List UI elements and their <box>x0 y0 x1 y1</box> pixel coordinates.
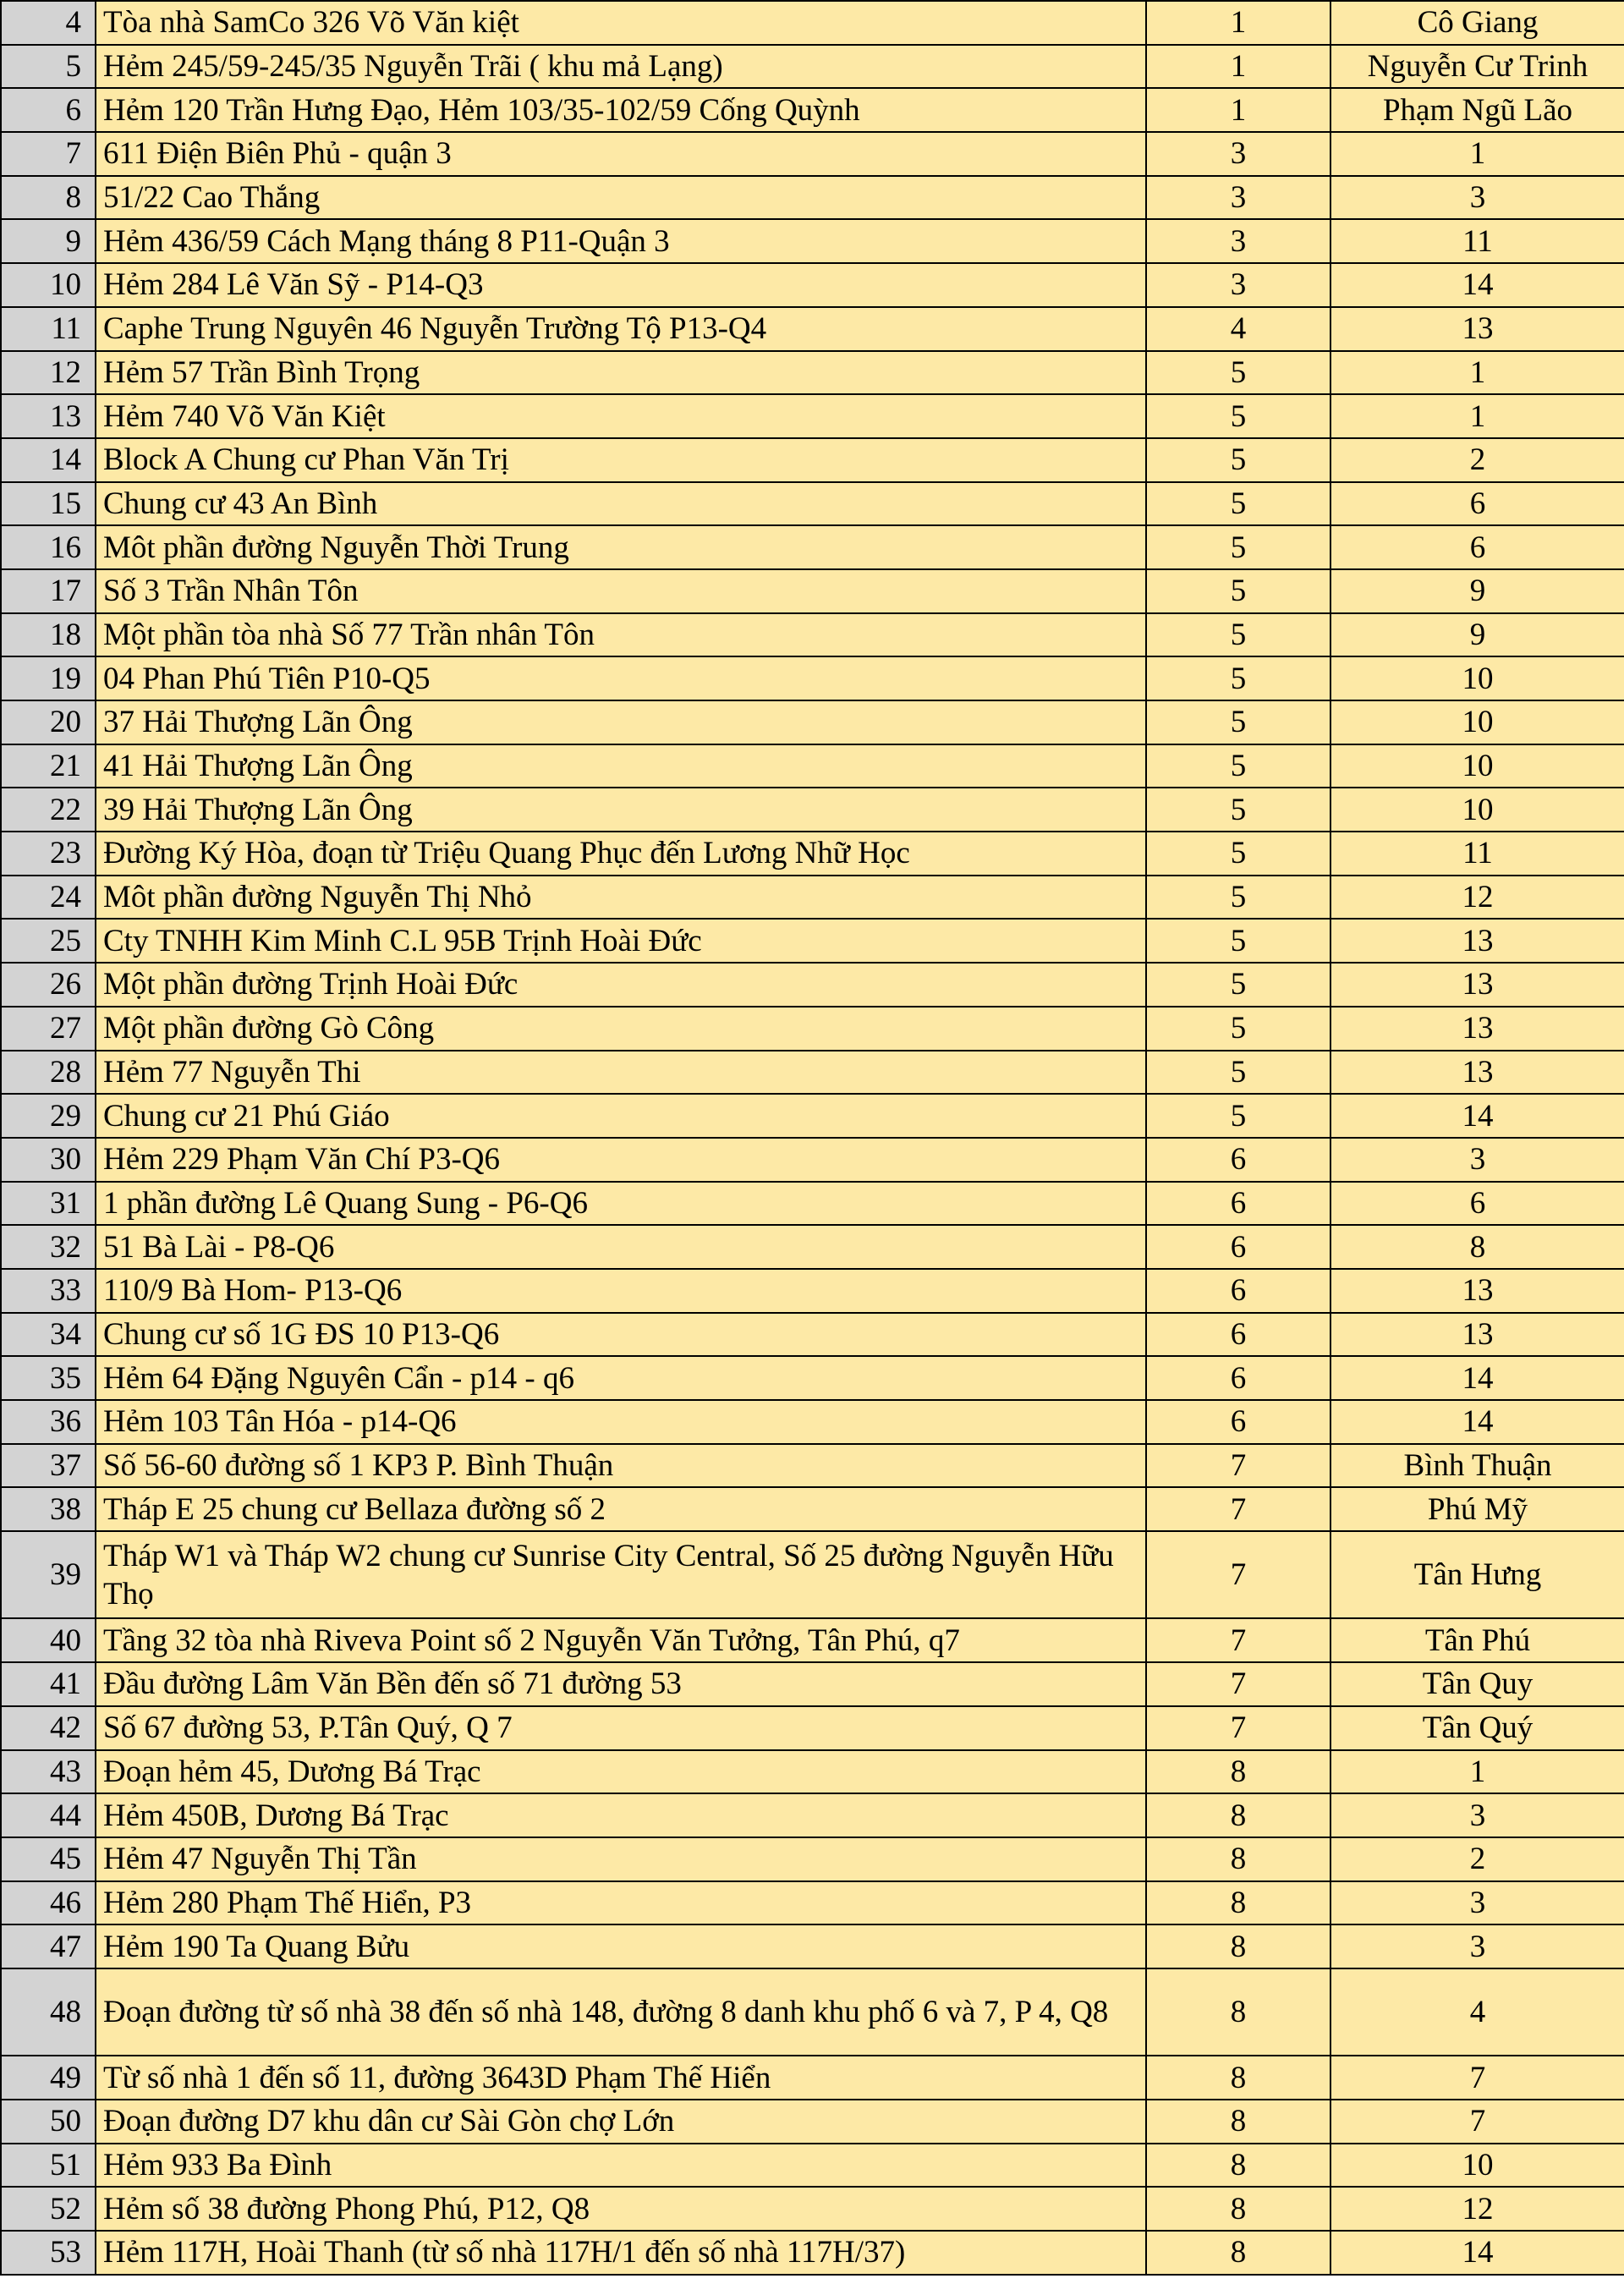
table-row <box>1 1793 1624 1837</box>
table-row <box>1 1356 1624 1400</box>
location-cell: 04 Phan Phú Tiên P10-Q5 <box>96 656 1146 700</box>
district-cell: 1 <box>1146 1 1330 45</box>
table-row <box>1 876 1624 920</box>
ward-cell: 9 <box>1330 613 1624 657</box>
ward-cell: 14 <box>1330 2231 1624 2275</box>
ward-cell: 14 <box>1330 1400 1624 1444</box>
row-number-cell: 19 <box>1 656 96 700</box>
district-cell: 5 <box>1146 919 1330 963</box>
ward-cell: 1 <box>1330 351 1624 395</box>
row-number-cell: 29 <box>1 1094 96 1138</box>
district-cell: 8 <box>1146 1793 1330 1837</box>
ward-cell: 13 <box>1330 919 1624 963</box>
location-cell: Cty TNHH Kim Minh C.L 95B Trịnh Hoài Đức <box>96 919 1146 963</box>
location-cell: Một phần đường Trịnh Hoài Đức <box>96 963 1146 1007</box>
table-row <box>1 438 1624 482</box>
district-cell: 5 <box>1146 569 1330 613</box>
row-number-cell: 32 <box>1 1225 96 1269</box>
row-number-cell: 27 <box>1 1007 96 1051</box>
district-cell: 5 <box>1146 656 1330 700</box>
ward-cell: 12 <box>1330 2187 1624 2231</box>
district-cell: 3 <box>1146 219 1330 263</box>
ward-cell: 10 <box>1330 656 1624 700</box>
district-cell: 1 <box>1146 88 1330 132</box>
table-row <box>1 2187 1624 2231</box>
district-cell: 4 <box>1146 307 1330 351</box>
row-number-cell: 5 <box>1 45 96 89</box>
ward-cell: 10 <box>1330 2144 1624 2188</box>
ward-cell: 10 <box>1330 744 1624 788</box>
location-cell: Đoạn đường từ số nhà 38 đến số nhà 148, đường 8 danh khu phố 6 và 7, P 4, Q8 <box>96 1968 1146 2056</box>
row-number-cell: 44 <box>1 1793 96 1837</box>
ward-cell: 3 <box>1330 1924 1624 1968</box>
ward-cell: 3 <box>1330 1138 1624 1182</box>
table-row <box>1 1531 1624 1618</box>
ward-cell: 4 <box>1330 1968 1624 2056</box>
ward-cell: 10 <box>1330 788 1624 832</box>
row-number-cell: 49 <box>1 2056 96 2100</box>
row-number-cell: 9 <box>1 219 96 263</box>
ward-cell: 2 <box>1330 438 1624 482</box>
row-number-cell: 18 <box>1 613 96 657</box>
table-row <box>1 525 1624 569</box>
ward-cell: 1 <box>1330 132 1624 176</box>
row-number-cell: 13 <box>1 394 96 438</box>
row-number-cell: 14 <box>1 438 96 482</box>
row-number-cell: 26 <box>1 963 96 1007</box>
ward-cell: 11 <box>1330 219 1624 263</box>
district-cell: 5 <box>1146 1094 1330 1138</box>
ward-cell: Tân Quy <box>1330 1662 1624 1706</box>
location-cell: Hẻm 117H, Hoài Thanh (từ số nhà 117H/1 đến số nhà 117H/37) <box>96 2231 1146 2275</box>
row-number-cell: 15 <box>1 482 96 526</box>
table-row <box>1 2056 1624 2100</box>
district-cell: 6 <box>1146 1138 1330 1182</box>
district-cell: 6 <box>1146 1269 1330 1313</box>
location-cell: Đường Ký Hòa, đoạn từ Triệu Quang Phục đến Lương Nhữ Học <box>96 832 1146 876</box>
table-row <box>1 700 1624 744</box>
ward-cell: 2 <box>1330 1837 1624 1881</box>
table-row <box>1 1138 1624 1182</box>
district-cell: 8 <box>1146 2056 1330 2100</box>
location-cell: Tháp E 25 chung cư Bellaza đường số 2 <box>96 1487 1146 1531</box>
row-number-cell: 47 <box>1 1924 96 1968</box>
district-cell: 3 <box>1146 263 1330 307</box>
ward-cell: 1 <box>1330 1750 1624 1794</box>
location-cell: Hẻm 190 Ta Quang Bửu <box>96 1924 1146 1968</box>
ward-cell: 7 <box>1330 2056 1624 2100</box>
table-row <box>1 394 1624 438</box>
table-row <box>1 1269 1624 1313</box>
ward-cell: 1 <box>1330 394 1624 438</box>
row-number-cell: 6 <box>1 88 96 132</box>
district-cell: 6 <box>1146 1182 1330 1226</box>
row-number-cell: 12 <box>1 351 96 395</box>
row-number-cell: 28 <box>1 1051 96 1095</box>
district-cell: 8 <box>1146 2100 1330 2144</box>
district-cell: 5 <box>1146 832 1330 876</box>
row-number-cell: 17 <box>1 569 96 613</box>
table-row <box>1 1444 1624 1488</box>
location-cell: Số 67 đường 53, P.Tân Quý, Q 7 <box>96 1706 1146 1750</box>
district-cell: 8 <box>1146 2231 1330 2275</box>
table-row <box>1 1750 1624 1794</box>
ward-cell: Nguyễn Cư Trinh <box>1330 45 1624 89</box>
location-cell: Số 3 Trần Nhân Tôn <box>96 569 1146 613</box>
table-row <box>1 88 1624 132</box>
table-row <box>1 1706 1624 1750</box>
district-cell: 8 <box>1146 2144 1330 2188</box>
district-cell: 5 <box>1146 525 1330 569</box>
table-row <box>1 788 1624 832</box>
row-number-cell: 38 <box>1 1487 96 1531</box>
district-cell: 1 <box>1146 45 1330 89</box>
ward-cell: 11 <box>1330 832 1624 876</box>
location-cell: 110/9 Bà Hom- P13-Q6 <box>96 1269 1146 1313</box>
table-row <box>1 744 1624 788</box>
table-row <box>1 1618 1624 1662</box>
ward-cell: 13 <box>1330 1313 1624 1357</box>
location-cell: Chung cư 21 Phú Giáo <box>96 1094 1146 1138</box>
row-number-cell: 37 <box>1 1444 96 1488</box>
location-cell: Caphe Trung Nguyên 46 Nguyễn Trường Tộ P13-Q4 <box>96 307 1146 351</box>
district-cell: 8 <box>1146 1881 1330 1925</box>
row-number-cell: 4 <box>1 1 96 45</box>
district-cell: 7 <box>1146 1618 1330 1662</box>
ward-cell: 14 <box>1330 1094 1624 1138</box>
table-row <box>1 1487 1624 1531</box>
location-cell: 39 Hải Thượng Lãn Ông <box>96 788 1146 832</box>
row-number-cell: 40 <box>1 1618 96 1662</box>
table-row <box>1 832 1624 876</box>
row-number-cell: 41 <box>1 1662 96 1706</box>
district-cell: 8 <box>1146 2187 1330 2231</box>
district-cell: 6 <box>1146 1225 1330 1269</box>
ward-cell: 14 <box>1330 263 1624 307</box>
ward-cell: 8 <box>1330 1225 1624 1269</box>
district-cell: 7 <box>1146 1487 1330 1531</box>
table-body <box>1 1 1624 2275</box>
location-cell: Đầu đường Lâm Văn Bền đến số 71 đường 53 <box>96 1662 1146 1706</box>
table-row <box>1 1313 1624 1357</box>
district-cell: 5 <box>1146 482 1330 526</box>
table-row <box>1 656 1624 700</box>
table-row <box>1 1924 1624 1968</box>
table-row <box>1 482 1624 526</box>
row-number-cell: 33 <box>1 1269 96 1313</box>
ward-cell: 3 <box>1330 176 1624 220</box>
row-number-cell: 31 <box>1 1182 96 1226</box>
ward-cell: 3 <box>1330 1793 1624 1837</box>
location-cell: Từ số nhà 1 đến số 11, đường 3643D Phạm Thế Hiển <box>96 2056 1146 2100</box>
table-row <box>1 1 1624 45</box>
location-cell: Hẻm 103 Tân Hóa - p14-Q6 <box>96 1400 1146 1444</box>
location-cell: 41 Hải Thượng Lãn Ông <box>96 744 1146 788</box>
location-cell: Hẻm 229 Phạm Văn Chí P3-Q6 <box>96 1138 1146 1182</box>
district-cell: 7 <box>1146 1706 1330 1750</box>
district-cell: 5 <box>1146 700 1330 744</box>
district-cell: 5 <box>1146 788 1330 832</box>
row-number-cell: 23 <box>1 832 96 876</box>
ward-cell: 13 <box>1330 963 1624 1007</box>
location-cell: Chung cư số 1G ĐS 10 P13-Q6 <box>96 1313 1146 1357</box>
district-cell: 5 <box>1146 351 1330 395</box>
ward-cell: 9 <box>1330 569 1624 613</box>
row-number-cell: 24 <box>1 876 96 920</box>
table-row <box>1 132 1624 176</box>
district-cell: 7 <box>1146 1662 1330 1706</box>
table-row <box>1 1400 1624 1444</box>
table-row <box>1 176 1624 220</box>
ward-cell: Bình Thuận <box>1330 1444 1624 1488</box>
location-cell: Chung cư 43 An Bình <box>96 482 1146 526</box>
table-row <box>1 45 1624 89</box>
district-cell: 5 <box>1146 394 1330 438</box>
row-number-cell: 46 <box>1 1881 96 1925</box>
table-row <box>1 1837 1624 1881</box>
table-row <box>1 1182 1624 1226</box>
ward-cell: Cô Giang <box>1330 1 1624 45</box>
location-cell: Một phần đường Gò Công <box>96 1007 1146 1051</box>
location-cell: Hẻm 450B, Dương Bá Trạc <box>96 1793 1146 1837</box>
district-cell: 5 <box>1146 438 1330 482</box>
ward-cell: Tân Hưng <box>1330 1531 1624 1618</box>
location-cell: Hẻm 57 Trần Bình Trọng <box>96 351 1146 395</box>
table-row <box>1 1094 1624 1138</box>
district-cell: 5 <box>1146 744 1330 788</box>
row-number-cell: 39 <box>1 1531 96 1618</box>
row-number-cell: 16 <box>1 525 96 569</box>
district-cell: 8 <box>1146 1837 1330 1881</box>
ward-cell: Phạm Ngũ Lão <box>1330 88 1624 132</box>
table-row <box>1 351 1624 395</box>
location-cell: Block A Chung cư Phan Văn Trị <box>96 438 1146 482</box>
location-cell: Tầng 32 tòa nhà Riveva Point số 2 Nguyễn Văn Tưởng, Tân Phú, q7 <box>96 1618 1146 1662</box>
location-cell: Hẻm 77 Nguyễn Thi <box>96 1051 1146 1095</box>
row-number-cell: 45 <box>1 1837 96 1881</box>
table-row <box>1 613 1624 657</box>
location-cell: Tòa nhà SamCo 326 Võ Văn kiệt <box>96 1 1146 45</box>
ward-cell: Tân Quý <box>1330 1706 1624 1750</box>
ward-cell: 13 <box>1330 307 1624 351</box>
ward-cell: 7 <box>1330 2100 1624 2144</box>
district-cell: 7 <box>1146 1531 1330 1618</box>
row-number-cell: 10 <box>1 263 96 307</box>
row-number-cell: 53 <box>1 2231 96 2275</box>
location-cell: 51/22 Cao Thắng <box>96 176 1146 220</box>
row-number-cell: 52 <box>1 2187 96 2231</box>
row-number-cell: 34 <box>1 1313 96 1357</box>
location-cell: Đoạn đường D7 khu dân cư Sài Gòn chợ Lớn <box>96 2100 1146 2144</box>
ward-cell: 6 <box>1330 1182 1624 1226</box>
district-cell: 7 <box>1146 1444 1330 1488</box>
location-cell: Hẻm 245/59-245/35 Nguyễn Trãi ( khu mả Lạng) <box>96 45 1146 89</box>
location-cell: Hẻm 284 Lê Văn Sỹ - P14-Q3 <box>96 263 1146 307</box>
table-row <box>1 1968 1624 2056</box>
location-cell: 51 Bà Lài - P8-Q6 <box>96 1225 1146 1269</box>
table-row <box>1 1051 1624 1095</box>
ward-cell: Tân Phú <box>1330 1618 1624 1662</box>
row-number-cell: 11 <box>1 307 96 351</box>
location-cell: Hẻm 933 Ba Đình <box>96 2144 1146 2188</box>
district-cell: 3 <box>1146 176 1330 220</box>
ward-cell: 13 <box>1330 1269 1624 1313</box>
district-cell: 5 <box>1146 1051 1330 1095</box>
table-row <box>1 219 1624 263</box>
ward-cell: 12 <box>1330 876 1624 920</box>
district-cell: 8 <box>1146 1750 1330 1794</box>
row-number-cell: 35 <box>1 1356 96 1400</box>
row-number-cell: 50 <box>1 2100 96 2144</box>
location-cell: Hẻm số 38 đường Phong Phú, P12, Q8 <box>96 2187 1146 2231</box>
row-number-cell: 30 <box>1 1138 96 1182</box>
table-row <box>1 919 1624 963</box>
row-number-cell: 51 <box>1 2144 96 2188</box>
district-cell: 8 <box>1146 1968 1330 2056</box>
ward-cell: Phú Mỹ <box>1330 1487 1624 1531</box>
ward-cell: 14 <box>1330 1356 1624 1400</box>
ward-cell: 3 <box>1330 1881 1624 1925</box>
table-row <box>1 2231 1624 2275</box>
row-number-cell: 25 <box>1 919 96 963</box>
district-cell: 5 <box>1146 876 1330 920</box>
table-row <box>1 1881 1624 1925</box>
location-cell: Đoạn hẻm 45, Dương Bá Trạc <box>96 1750 1146 1794</box>
location-cell: Môt phần đường Nguyễn Thị Nhỏ <box>96 876 1146 920</box>
district-cell: 6 <box>1146 1356 1330 1400</box>
row-number-cell: 21 <box>1 744 96 788</box>
location-cell: 611 Điện Biên Phủ - quận 3 <box>96 132 1146 176</box>
district-cell: 6 <box>1146 1313 1330 1357</box>
location-cell: Hẻm 436/59 Cách Mạng tháng 8 P11-Quận 3 <box>96 219 1146 263</box>
location-cell: Số 56-60 đường số 1 KP3 P. Bình Thuận <box>96 1444 1146 1488</box>
district-cell: 5 <box>1146 963 1330 1007</box>
ward-cell: 6 <box>1330 482 1624 526</box>
location-cell: 1 phần đường Lê Quang Sung - P6-Q6 <box>96 1182 1146 1226</box>
row-number-cell: 43 <box>1 1750 96 1794</box>
ward-cell: 13 <box>1330 1051 1624 1095</box>
row-number-cell: 20 <box>1 700 96 744</box>
district-cell: 6 <box>1146 1400 1330 1444</box>
row-number-cell: 22 <box>1 788 96 832</box>
location-cell: Hẻm 47 Nguyễn Thị Tần <box>96 1837 1146 1881</box>
ward-cell: 6 <box>1330 525 1624 569</box>
location-cell: Hẻm 120 Trần Hưng Đạo, Hẻm 103/35-102/59 Cống Quỳnh <box>96 88 1146 132</box>
district-cell: 3 <box>1146 132 1330 176</box>
ward-cell: 13 <box>1330 1007 1624 1051</box>
table-row <box>1 1662 1624 1706</box>
row-number-cell: 7 <box>1 132 96 176</box>
district-cell: 5 <box>1146 1007 1330 1051</box>
district-cell: 8 <box>1146 1924 1330 1968</box>
row-number-cell: 36 <box>1 1400 96 1444</box>
location-cell: Hẻm 64 Đặng Nguyên Cẩn - p14 - q6 <box>96 1356 1146 1400</box>
table-row <box>1 263 1624 307</box>
row-number-cell: 8 <box>1 176 96 220</box>
row-number-cell: 42 <box>1 1706 96 1750</box>
row-number-cell: 48 <box>1 1968 96 2056</box>
location-cell: 37 Hải Thượng Lãn Ông <box>96 700 1146 744</box>
table-row <box>1 307 1624 351</box>
location-cell: Một phần tòa nhà Số 77 Trần nhân Tôn <box>96 613 1146 657</box>
district-cell: 5 <box>1146 613 1330 657</box>
table-row <box>1 963 1624 1007</box>
location-cell: Hẻm 740 Võ Văn Kiệt <box>96 394 1146 438</box>
table-row <box>1 2100 1624 2144</box>
table-row <box>1 1007 1624 1051</box>
table-row <box>1 569 1624 613</box>
location-cell: Môt phần đường Nguyễn Thời Trung <box>96 525 1146 569</box>
ward-cell: 10 <box>1330 700 1624 744</box>
location-cell: Tháp W1 và Tháp W2 chung cư Sunrise City Central, Số 25 đường Nguyễn Hữu Thọ <box>96 1531 1146 1618</box>
location-cell: Hẻm 280 Phạm Thế Hiển, P3 <box>96 1881 1146 1925</box>
table-row <box>1 1225 1624 1269</box>
table-row <box>1 2144 1624 2188</box>
